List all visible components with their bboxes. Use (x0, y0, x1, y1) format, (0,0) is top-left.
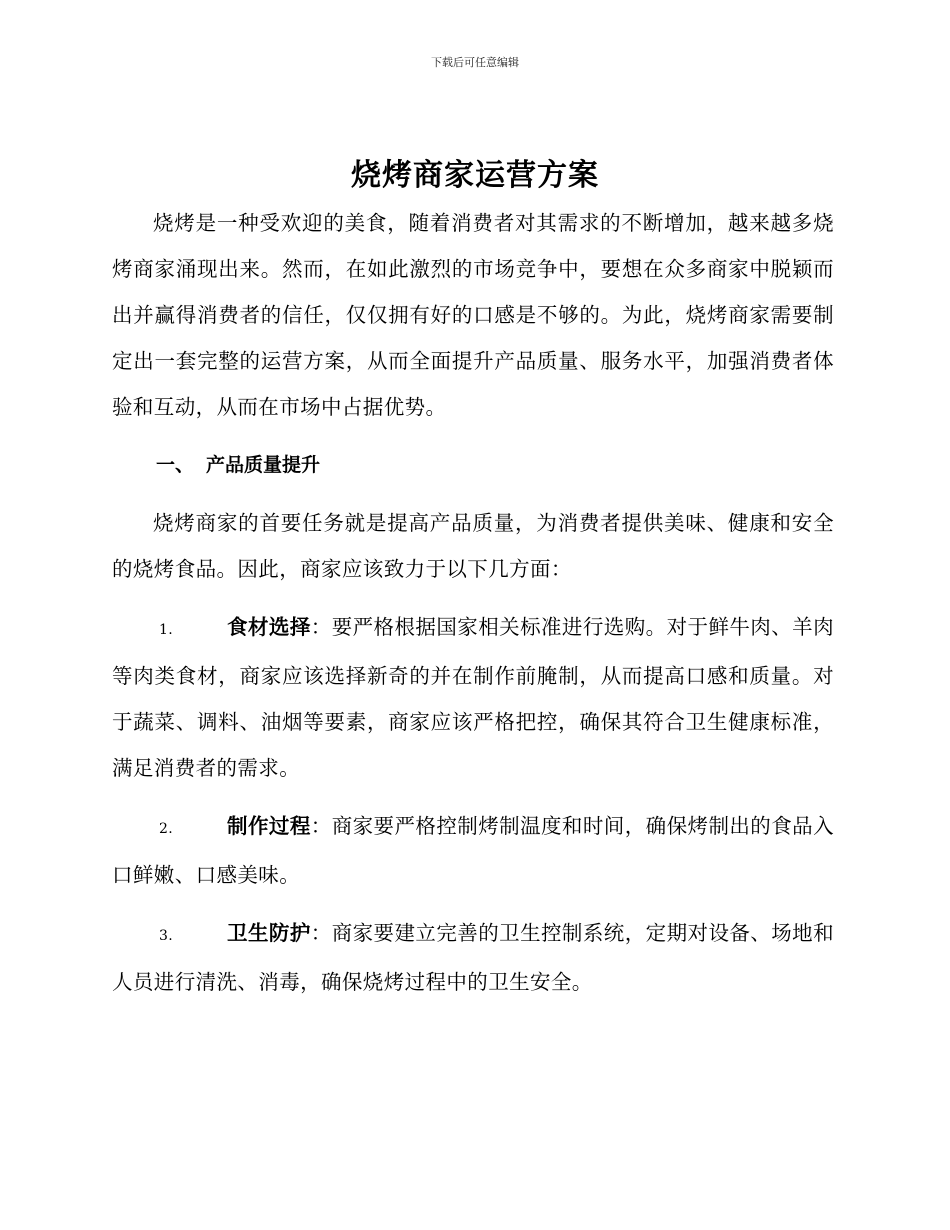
section-heading (112, 442, 834, 488)
document-title: 烧烤商家运营方案 (351, 158, 599, 193)
list-item-text: ：要严格根据国家相关标准进行选购。对于鲜牛肉、羊肉等肉类食材，商家应该选择新奇的并在制作前腌制，从而提高口感和质量。对于蔬菜、调料、油烟等要素，商家应该严格把控，确保其符合卫生健康标准，满足消费者的需求。 (112, 615, 835, 780)
list-item (112, 910, 834, 1005)
list-item-number: 1. (159, 622, 174, 638)
intro-paragraph: 烧烤是一种受欢迎的美食，随着消费者对其需求的不断增加，越来越多烧烤商家涌现出来。然而，在如此激烈的市场竞争中，要想在众多商家中脱颖而出并赢得消费者的信任，仅仅拥有好的口感是不够的。为此，烧烤商家需要制定出一套完整的运营方案，从而全面提升产品质量、服务水平，加强消费者体验和互动，从而在市场中占据优势。 (112, 211, 834, 419)
section-paragraph: 烧烤商家的首要任务就是提高产品质量，为消费者提供美味、健康和安全的烧烤食品。因此，商家应该致力于以下几方面： (112, 511, 834, 581)
list-item-text: ：商家要建立完善的卫生控制系统，定期对设备、场地和人员进行清洗、消毒，确保烧烤过程中的卫生安全。 (112, 921, 835, 994)
section-number: 一、 (156, 454, 195, 476)
list-item (112, 604, 834, 791)
list-item (112, 803, 834, 898)
list-item-term: 制作过程 (227, 814, 311, 838)
list-item-number: 2. (159, 821, 174, 837)
list-item-number: 3. (159, 928, 174, 944)
spacer (112, 488, 834, 500)
list-item-term: 卫生防护 (227, 921, 311, 945)
page-header-note: 下载后可任意编辑 (431, 56, 519, 69)
spacer (112, 592, 834, 604)
document-body (112, 200, 834, 1005)
section-title: 产品质量提升 (206, 454, 321, 476)
list-item-text: ：商家要严格控制烤制温度和时间，确保烤制出的食品入口鲜嫩、口感美味。 (112, 814, 835, 887)
spacer (112, 791, 834, 803)
spacer (112, 898, 834, 910)
list-item-term: 食材选择 (227, 615, 311, 639)
